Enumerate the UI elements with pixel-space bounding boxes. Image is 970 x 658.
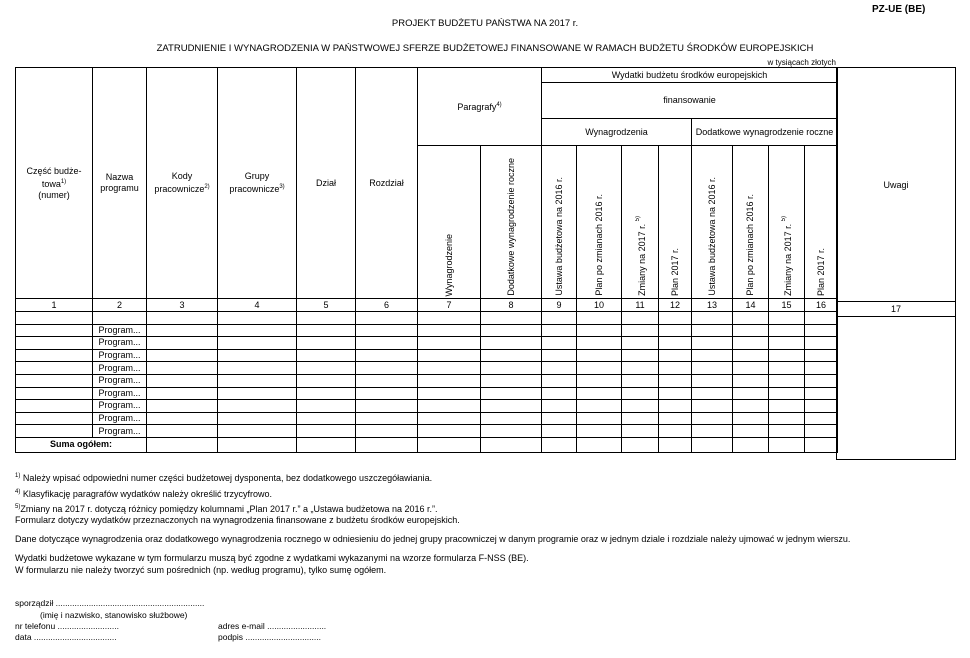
table-row: [16, 362, 838, 375]
table-cell[interactable]: [769, 387, 805, 400]
table-cell[interactable]: [147, 349, 218, 362]
column-number: 4: [218, 299, 297, 312]
signature-name-caption: (imię i nazwisko, stanowisko służbowe): [40, 610, 188, 620]
table-cell[interactable]: [805, 387, 838, 400]
program-cell[interactable]: Program...: [93, 400, 147, 413]
table-cell[interactable]: [659, 349, 692, 362]
table-cell[interactable]: [733, 312, 769, 325]
table-cell[interactable]: [16, 337, 93, 350]
column-number: 11: [622, 299, 659, 312]
table-cell[interactable]: [733, 425, 769, 438]
table-cell[interactable]: [418, 437, 481, 452]
table-cell[interactable]: [622, 425, 659, 438]
header-paragrafy: Paragrafy$^{4)}$: [418, 68, 542, 146]
table-cell[interactable]: [542, 400, 577, 413]
table-row: [16, 337, 838, 350]
table-cell[interactable]: [622, 312, 659, 325]
table-cell[interactable]: [692, 312, 733, 325]
table-cell[interactable]: [622, 374, 659, 387]
footnote-4: $^{4)}$ Klasyfikację paragrafów wydatków należy określić trzycyfrowo.: [15, 489, 272, 499]
table-cell[interactable]: [218, 412, 297, 425]
table-cell[interactable]: [356, 387, 418, 400]
table-cell[interactable]: [218, 425, 297, 438]
table-cell[interactable]: [659, 387, 692, 400]
header-wydatki: Wydatki budżetu środków europejskich: [542, 68, 838, 83]
table-cell[interactable]: [16, 362, 93, 375]
table-cell[interactable]: [769, 437, 805, 452]
program-cell[interactable]: Program...: [93, 412, 147, 425]
table-cell[interactable]: [659, 324, 692, 337]
table-cell[interactable]: [542, 412, 577, 425]
table-cell[interactable]: [218, 337, 297, 350]
table-cell[interactable]: [218, 400, 297, 413]
header-kody: Kody pracownicze$^{2)}$: [147, 68, 218, 299]
table-cell[interactable]: [733, 400, 769, 413]
note-2: Dane dotyczące wynagrodzenia oraz dodatkowego wynagrodzenia rocznego w odniesieniu do jednej grupy pracowniczej w danym programie oraz w jednym dziale i rozdziale należy ujmować w jednym wierszu.: [15, 534, 851, 544]
data-rows: [16, 312, 838, 438]
table-cell[interactable]: [622, 337, 659, 350]
table-cell[interactable]: [577, 374, 622, 387]
unit-label: w tysiącach złotych: [767, 58, 836, 67]
column-number: 7: [418, 299, 481, 312]
header-dodatkowe-roczne: Dodatkowe wynagrodzenie roczne: [481, 146, 542, 299]
table-cell[interactable]: [218, 387, 297, 400]
table-cell[interactable]: [542, 387, 577, 400]
table-row: [16, 387, 838, 400]
table-cell[interactable]: [16, 374, 93, 387]
table-cell[interactable]: [147, 374, 218, 387]
table-cell[interactable]: [622, 324, 659, 337]
table-cell[interactable]: [356, 400, 418, 413]
table-cell[interactable]: [481, 362, 542, 375]
table-row: [16, 349, 838, 362]
table-cell[interactable]: [769, 312, 805, 325]
table-cell[interactable]: [16, 425, 93, 438]
table-cell[interactable]: [218, 349, 297, 362]
table-cell[interactable]: [147, 425, 218, 438]
table-cell[interactable]: [356, 324, 418, 337]
table-cell[interactable]: [218, 362, 297, 375]
table-cell[interactable]: [542, 324, 577, 337]
signature-podpis[interactable]: podpis ................................: [218, 632, 321, 642]
table-cell[interactable]: [542, 425, 577, 438]
table-cell[interactable]: [733, 324, 769, 337]
table-cell[interactable]: [692, 324, 733, 337]
table-cell[interactable]: [659, 362, 692, 375]
table-cell[interactable]: [147, 412, 218, 425]
table-row: [16, 425, 838, 438]
signature-date[interactable]: data ...................................: [15, 632, 117, 642]
table-cell[interactable]: [769, 362, 805, 375]
table-cell[interactable]: [577, 387, 622, 400]
table-cell[interactable]: [692, 425, 733, 438]
table-cell[interactable]: [659, 312, 692, 325]
table-cell[interactable]: [805, 437, 838, 452]
table-cell[interactable]: [16, 312, 93, 325]
table-cell[interactable]: [733, 349, 769, 362]
column-number: 6: [356, 299, 418, 312]
table-cell[interactable]: [356, 374, 418, 387]
table-cell[interactable]: [622, 349, 659, 362]
table-cell[interactable]: [733, 412, 769, 425]
sum-row: [16, 437, 838, 452]
uwagi-table: [836, 67, 956, 460]
table-cell[interactable]: [418, 324, 481, 337]
table-cell[interactable]: [481, 387, 542, 400]
table-cell[interactable]: [805, 400, 838, 413]
table-cell[interactable]: [297, 312, 356, 325]
table-cell[interactable]: [577, 425, 622, 438]
header-grupy: Grupy pracownicze$^{3)}$: [218, 68, 297, 299]
header-plan2017-wyn: Plan 2017 r.: [659, 146, 692, 299]
table-cell[interactable]: [356, 337, 418, 350]
table-cell[interactable]: [692, 412, 733, 425]
table-cell[interactable]: [733, 387, 769, 400]
table-cell[interactable]: [622, 437, 659, 452]
table-cell[interactable]: [147, 337, 218, 350]
table-cell[interactable]: [218, 324, 297, 337]
table-cell[interactable]: [622, 387, 659, 400]
form-subtitle: ZATRUDNIENIE I WYNAGRODZENIA W PAŃSTWOWEJ SFERZE BUDŻETOWEJ FINANSOWANE W RAMACH BUDŻETU ŚRODKÓW EUROPEJSKICH: [156, 43, 814, 54]
table-cell[interactable]: [577, 349, 622, 362]
table-cell[interactable]: [16, 400, 93, 413]
table-cell[interactable]: [481, 437, 542, 452]
column-number-row: [16, 299, 838, 312]
table-cell[interactable]: [542, 337, 577, 350]
table-cell[interactable]: [418, 362, 481, 375]
table-cell[interactable]: [147, 362, 218, 375]
column-number: 3: [147, 299, 218, 312]
table-cell[interactable]: [297, 387, 356, 400]
table-cell[interactable]: [805, 324, 838, 337]
table-cell[interactable]: [542, 374, 577, 387]
table-cell[interactable]: [418, 337, 481, 350]
header-ustawa-wyn: Ustawa budżetowa na 2016 r.: [542, 146, 577, 299]
table-cell[interactable]: [297, 374, 356, 387]
table-cell[interactable]: [481, 400, 542, 413]
table-row: [16, 324, 838, 337]
table-cell[interactable]: [147, 437, 218, 452]
column-number: 1: [16, 299, 93, 312]
column-number: 5: [297, 299, 356, 312]
table-cell[interactable]: [622, 400, 659, 413]
program-cell[interactable]: [93, 312, 147, 325]
program-cell[interactable]: Program...: [93, 337, 147, 350]
table-cell[interactable]: [659, 425, 692, 438]
table-cell[interactable]: [147, 324, 218, 337]
table-cell[interactable]: [297, 337, 356, 350]
table-cell[interactable]: [147, 400, 218, 413]
table-cell[interactable]: [769, 374, 805, 387]
table-cell[interactable]: [769, 337, 805, 350]
table-cell[interactable]: [481, 349, 542, 362]
table-row: [16, 400, 838, 413]
table-cell[interactable]: [577, 412, 622, 425]
table-cell[interactable]: [16, 387, 93, 400]
table-cell[interactable]: [769, 400, 805, 413]
header-nazwa: Nazwa programu: [93, 68, 147, 299]
header-rozdzial: Rozdział: [356, 68, 418, 299]
table-cell[interactable]: [805, 374, 838, 387]
program-cell[interactable]: Program...: [93, 387, 147, 400]
table-cell[interactable]: [692, 349, 733, 362]
table-cell[interactable]: [769, 425, 805, 438]
program-cell[interactable]: Program...: [93, 324, 147, 337]
table-cell[interactable]: [692, 374, 733, 387]
table-cell[interactable]: [218, 312, 297, 325]
table-cell[interactable]: [356, 312, 418, 325]
table-cell[interactable]: [622, 412, 659, 425]
signature-phone[interactable]: nr telefonu ..........................: [15, 621, 119, 631]
column-number-17: 17: [837, 302, 956, 317]
footnote-5: $^{5)}$Zmiany na 2017 r. dotyczą różnicy pomiędzy kolumnami „Plan 2017 r.” a „Ustawa budżetowa na 2016 r.”.: [15, 504, 438, 514]
table-cell[interactable]: [481, 337, 542, 350]
table-cell[interactable]: [418, 374, 481, 387]
table-cell[interactable]: [147, 387, 218, 400]
column-number: 2: [93, 299, 147, 312]
table-cell[interactable]: [418, 312, 481, 325]
table-cell[interactable]: [692, 400, 733, 413]
table-cell[interactable]: [622, 362, 659, 375]
note-1: Formularz dotyczy wydatków przeznaczonych na wynagrodzenia finansowane z budżetu środków europejskich.: [15, 515, 460, 525]
table-cell[interactable]: [659, 374, 692, 387]
table-cell[interactable]: [356, 349, 418, 362]
header-finansowanie: finansowanie: [542, 83, 838, 119]
table-cell[interactable]: [733, 374, 769, 387]
note-3: Wydatki budżetowe wykazane w tym formularzu muszą być zgodne z wydatkami wykazanymi na wzorze formularza F-NSS (BE).: [15, 553, 529, 563]
signature-email[interactable]: adres e-mail .........................: [218, 621, 327, 631]
table-cell[interactable]: [418, 387, 481, 400]
header-uwagi: Uwagi: [837, 68, 956, 302]
table-cell[interactable]: [577, 400, 622, 413]
budget-table: [15, 67, 838, 453]
table-cell[interactable]: [692, 387, 733, 400]
table-cell[interactable]: [805, 362, 838, 375]
uwagi-body-cell[interactable]: [837, 317, 956, 460]
table-cell[interactable]: [297, 349, 356, 362]
table-cell[interactable]: [659, 337, 692, 350]
table-cell[interactable]: [805, 312, 838, 325]
table-cell[interactable]: [356, 412, 418, 425]
note-4: W formularzu nie należy tworzyć sum pośrednich (np. według programu), tylko sumę ogółem.: [15, 565, 387, 575]
table-cell[interactable]: [297, 437, 356, 452]
header-plan-po-zmianach-dod: Plan po zmianach 2016 r.: [733, 146, 769, 299]
table-cell[interactable]: [659, 400, 692, 413]
table-cell[interactable]: [16, 349, 93, 362]
header-dodatkowe: Dodatkowe wynagrodzenie roczne: [692, 119, 838, 146]
table-cell[interactable]: [659, 437, 692, 452]
table-cell[interactable]: [692, 337, 733, 350]
table-cell[interactable]: [805, 412, 838, 425]
table-cell[interactable]: [769, 412, 805, 425]
header-plan-po-zmianach-wyn: Plan po zmianach 2016 r.: [577, 146, 622, 299]
table-cell[interactable]: [805, 425, 838, 438]
table-cell[interactable]: [542, 362, 577, 375]
header-czesc: Część budże-towa$^{1)}$ (numer): [16, 68, 93, 299]
table-cell[interactable]: [769, 349, 805, 362]
table-cell[interactable]: [356, 362, 418, 375]
table-cell[interactable]: [418, 349, 481, 362]
table-cell[interactable]: [356, 437, 418, 452]
table-cell[interactable]: [297, 362, 356, 375]
table-cell[interactable]: [147, 312, 218, 325]
program-cell[interactable]: Program...: [93, 349, 147, 362]
table-cell[interactable]: [356, 425, 418, 438]
table-cell[interactable]: [577, 324, 622, 337]
footnote-1: $^{1)}$ Należy wpisać odpowiedni numer części budżetowej dysponenta, bez dodatkowego uszczegóławiania.: [15, 473, 433, 483]
table-cell[interactable]: [481, 324, 542, 337]
column-number: 9: [542, 299, 577, 312]
header-zmiany-wyn: Zmiany na 2017 r. $^{5)}$: [622, 146, 659, 299]
sum-label: Suma ogółem:: [16, 437, 147, 452]
table-cell[interactable]: [481, 412, 542, 425]
table-cell[interactable]: [542, 437, 577, 452]
table-cell[interactable]: [297, 400, 356, 413]
table-row: [16, 312, 838, 325]
table-row: [16, 412, 838, 425]
program-cell[interactable]: Program...: [93, 374, 147, 387]
table-cell[interactable]: [16, 412, 93, 425]
table-cell[interactable]: [692, 437, 733, 452]
table-cell[interactable]: [805, 349, 838, 362]
header-dzial: Dział: [297, 68, 356, 299]
table-cell[interactable]: [577, 362, 622, 375]
form-title: PROJEKT BUDŻETU PAŃSTWA NA 2017 r.: [391, 18, 579, 29]
column-number: 8: [481, 299, 542, 312]
table-cell[interactable]: [733, 337, 769, 350]
table-cell[interactable]: [418, 400, 481, 413]
signature-sporzadzil[interactable]: sporządził ...............................................................: [15, 598, 205, 608]
table-row: [16, 374, 838, 387]
table-cell[interactable]: [481, 312, 542, 325]
column-number: 10: [577, 299, 622, 312]
header-wynagrodzenie: Wynagrodzenie: [418, 146, 481, 299]
table-cell[interactable]: [733, 437, 769, 452]
header-ustawa-dod: Ustawa budżetowa na 2016 r.: [692, 146, 733, 299]
table-cell[interactable]: [577, 337, 622, 350]
table-cell[interactable]: [481, 374, 542, 387]
table-cell[interactable]: [733, 362, 769, 375]
column-number: 14: [733, 299, 769, 312]
table-cell[interactable]: [542, 312, 577, 325]
header-wynagrodzenia: Wynagrodzenia: [542, 119, 692, 146]
program-cell[interactable]: Program...: [93, 362, 147, 375]
program-cell[interactable]: Program...: [93, 425, 147, 438]
column-number: 15: [769, 299, 805, 312]
table-cell[interactable]: [577, 312, 622, 325]
table-cell[interactable]: [297, 324, 356, 337]
table-cell[interactable]: [481, 425, 542, 438]
table-cell[interactable]: [418, 425, 481, 438]
table-cell[interactable]: [218, 437, 297, 452]
column-number: 16: [805, 299, 838, 312]
table-cell[interactable]: [418, 412, 481, 425]
table-cell[interactable]: [297, 425, 356, 438]
table-cell[interactable]: [16, 324, 93, 337]
table-cell[interactable]: [218, 374, 297, 387]
table-cell[interactable]: [659, 412, 692, 425]
table-cell[interactable]: [805, 337, 838, 350]
table-cell[interactable]: [577, 437, 622, 452]
column-number: 13: [692, 299, 733, 312]
table-cell[interactable]: [692, 362, 733, 375]
table-cell[interactable]: [297, 412, 356, 425]
table-cell[interactable]: [769, 324, 805, 337]
header-zmiany-dod: Zmiany na 2017 r. $^{5)}$: [769, 146, 805, 299]
table-cell[interactable]: [542, 349, 577, 362]
column-number: 12: [659, 299, 692, 312]
header-plan2017-dod: Plan 2017 r.: [805, 146, 838, 299]
form-code: PZ-UE (BE): [872, 4, 926, 15]
